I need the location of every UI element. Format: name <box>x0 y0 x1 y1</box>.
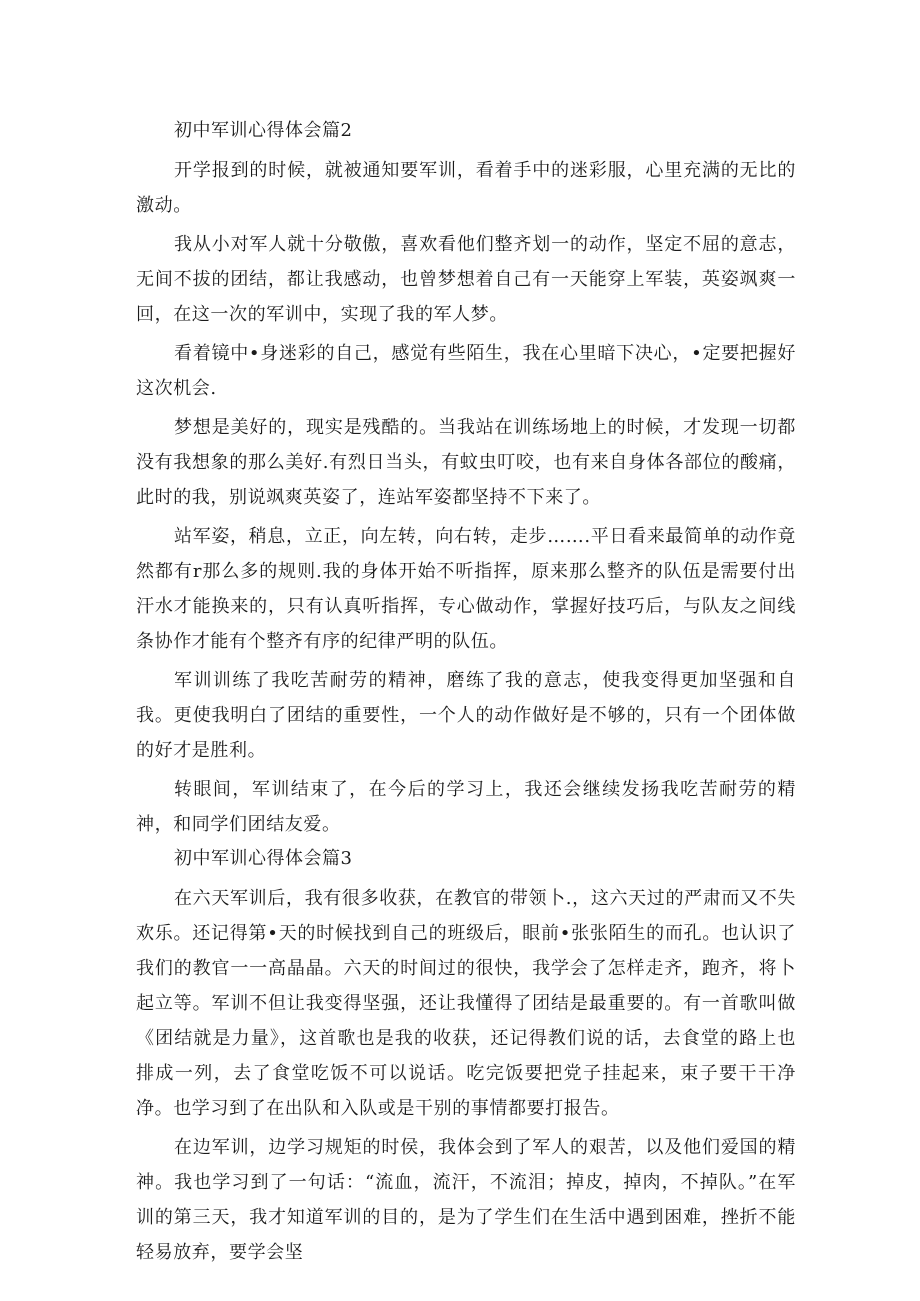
section-2 <box>136 118 796 842</box>
paragraph: 转眼间，军训结束了，在今后的学习上，我还会继续发扬我吃苦耐劳的精神，和同学们团结友爱。 <box>136 779 796 835</box>
paragraph: 梦想是美好的，现实是残酷的。当我站在训练场地上的时候，才发现一切都没有我想象的那么美好.有烈日当头，有蚊虫叮咬，也有来自身体各部位的酸痛，此时的我，别说飒爽英姿了，连站军姿都坚持不下来了。 <box>136 417 796 508</box>
document-page <box>136 118 796 1274</box>
paragraph: 我从小对军人就十分敬傲，喜欢看他们整齐划一的动作，坚定不屈的意志，无间不拔的团结，都让我感动，也曾梦想着自己有一天能穿上军装，英姿飒爽一回，在这一次的军训中，实现了我的军人梦。 <box>136 234 796 325</box>
section-heading: 初中军训心得体会篇3 <box>174 848 353 869</box>
paragraph: 站军姿，稍息，立正，向左转，向右转，走步…….平日看来最简单的动作竟然都有r那么多的规则.我的身体开始不听指挥，原来那么整齐的队伍是需要付出汗水才能换来的，只有认真听指挥，专心做动作，掌握好技巧后，与队友之间线条协作才能有个整齐有序的纪律严明的队伍。 <box>136 526 796 652</box>
paragraph: 看着镜中•身迷彩的自己，感觉有些陌生，我在心里暗下决心，•定要把握好这次机会. <box>136 343 796 399</box>
section-heading: 初中军训心得体会篇2 <box>174 120 353 141</box>
section-3 <box>136 846 796 1270</box>
paragraph: 开学报到的时候，就被通知要军训，看着手中的迷彩服，心里充满的无比的激动。 <box>136 160 796 216</box>
paragraph: 军训训练了我吃苦耐劳的精神，磨练了我的意志，使我变得更加坚强和自我。更使我明白了团结的重要性，一个人的动作做好是不够的，只有一个团体做的好才是胜利。 <box>136 670 796 761</box>
paragraph: 在六天军训后，我有很多收获，在教官的带领卜.，这六天过的严肃而又不失欢乐。还记得第•天的时候找到自己的班级后，眼前•张张陌生的而孔。也认识了我们的教官一一高晶晶。六天的时间过的很快，我学会了怎样走齐，跑齐，将卜起立等。军训不但让我变得坚强，还让我懂得了团结是最重要的。有一首歌叫做《团结就是力量》，这首歌也是我的收获，还记得教们说的话，去食堂的路上也排成一列，去了食堂吃饭不可以说话。吃完饭要把党子挂起来，束子要干干净净。也学习到了在出队和入队或是干别的事情都要打报告。 <box>136 888 796 1119</box>
paragraph: 在边军训，边学习规矩的时侯，我体会到了军人的艰苦，以及他们爱国的精神。我也学习到了一句话：“流血，流汗，不流泪；掉皮，掉肉，不掉队。”在军训的第三天，我才知道军训的目的，是为了学生们在生活中遇到困难，挫折不能轻易放弃，要学会坚 <box>136 1137 796 1263</box>
